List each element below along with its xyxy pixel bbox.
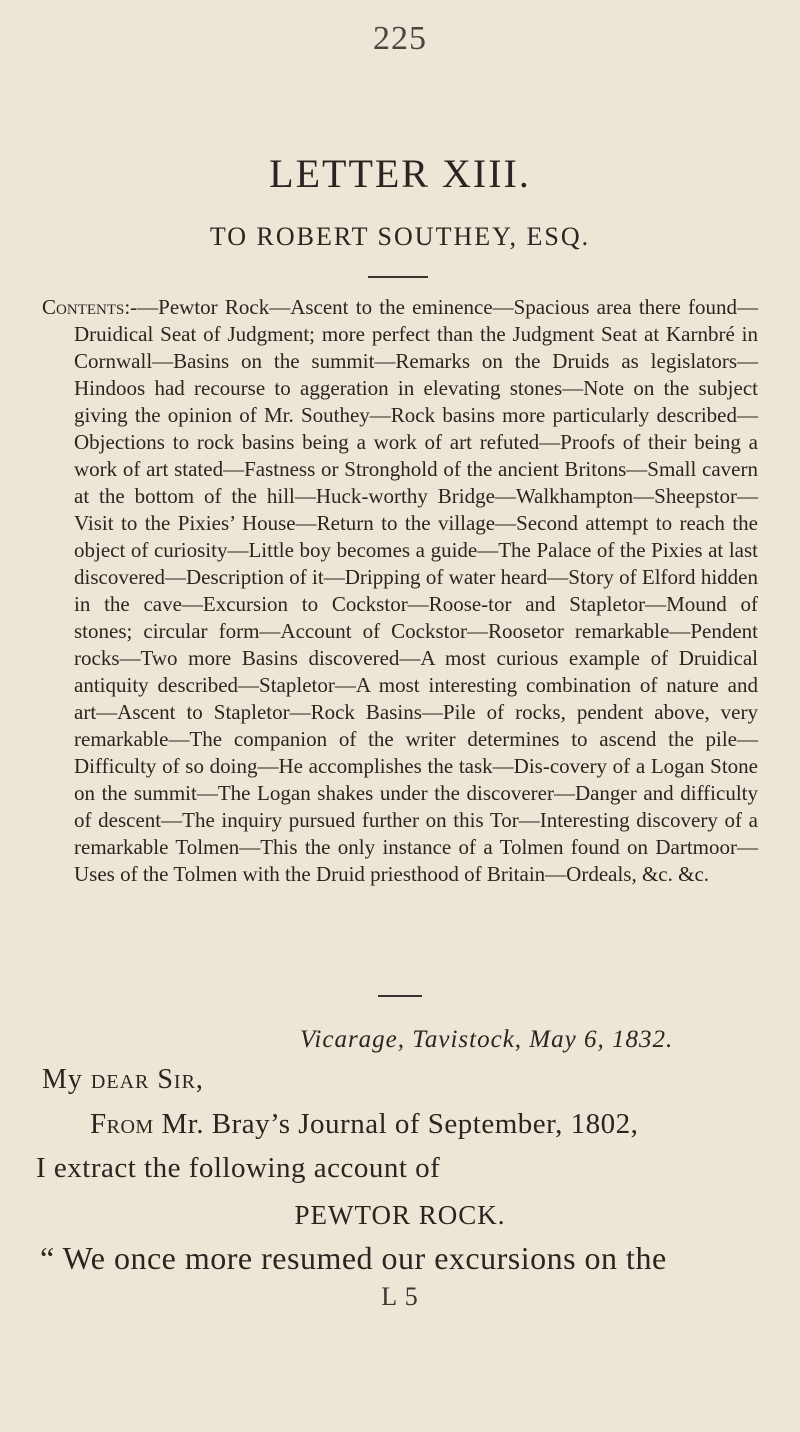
contents-text: :-—Pewtor Rock—Ascent to the eminence—Spacious area there found—Druidical Seat of Judgment; more perfect than the Judgment Seat at Karnbré in Cornwall—Basins on the summit—Remarks on the Druids as legislators—Hindoos had recourse to aggeration in elevating stones—Note on the subject giving the opinion of Mr. Southey—Rock basins more particularly described—Objections to rock basins being a work of art refuted—Proofs of their being a work of art stated—Fastness or Stronghold of the ancient Britons—Small cavern at the bottom of the hill—Huck-worthy Bridge—Walkhampton—Sheepstor—Visit to the Pixies’ House—Return to the village—Second attempt to reach the object of curiosity—Little boy becomes a guide—The Palace of the Pixies at last discovered—Description of it—Dripping of water heard—Story of Elford hidden in the cave—Excursion to Cockstor—Roose-tor and Stapletor—Mound of stones; circular form—Account of Cockstor—Roosetor remarkable—Pendent rocks—Two more Basins discovered—A most curious example of Druidical antiquity described—Stapletor—A most interesting combination of nature and art—Ascent to Stapletor—Rock Basins—Pile of rocks, pendent above, very remarkable—The companion of the writer determines to ascend the pile—Difficulty of so doing—He accomplishes the task—Dis-covery of a Logan Stone on the summit—The Logan shakes under the discoverer—Danger and difficulty of descent—The inquiry pursued further on this Tor—Interesting discovery of a remarkable Tolmen—This the only instance of a Tolmen found on Dartmoor—Uses of the Tolmen with the Druid priesthood of Britain—Ordeals, &c. &c. (74, 295, 758, 886)
divider-rule (368, 276, 428, 278)
dateline: Vicarage, Tavistock, May 6, 1832. (300, 1026, 674, 1053)
salutation-first-word: My (42, 1064, 83, 1095)
letter-heading: LETTER XIII. (269, 151, 531, 196)
salutation (42, 1064, 204, 1096)
salutation-rest: dear Sir, (90, 1064, 204, 1095)
divider-rule (378, 995, 422, 997)
body-line: “ We once more resumed our excursions on the (40, 1240, 667, 1276)
page-number: 225 (373, 20, 427, 57)
recipient-line: TO ROBERT SOUTHEY, ESQ. (209, 222, 591, 251)
printer-signature-mark: L 5 (381, 1282, 419, 1311)
section-subheading: PEWTOR ROCK. (294, 1200, 506, 1230)
body-line-text: Mr. Bray’s Journal of September, 1802, (161, 1108, 639, 1140)
body-line (90, 1108, 638, 1141)
contents-label: Contents (42, 295, 125, 319)
body-line: I extract the following account of (36, 1152, 441, 1184)
body-first-word: From (90, 1108, 154, 1140)
contents-summary (42, 294, 758, 888)
